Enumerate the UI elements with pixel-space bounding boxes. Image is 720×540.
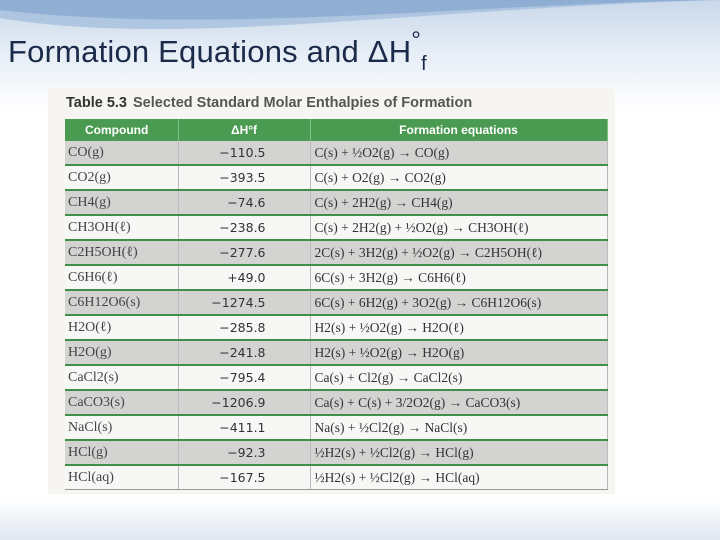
formation-equation-cell: H2(s) + ½O2(g) → H2O(g) — [310, 340, 607, 365]
formation-equation-cell: C(s) + ½O2(g) → CO(g) — [310, 141, 607, 165]
table-row — [65, 340, 607, 365]
table-row — [65, 190, 607, 215]
formation-equation-cell: C(s) + 2H2(g) + ½O2(g) → CH3OH(ℓ) — [310, 215, 607, 240]
delta-h-cell: −110.5 — [178, 141, 310, 165]
delta-h-cell: −795.4 — [178, 365, 310, 390]
formation-equation-cell: C(s) + O2(g) → CO2(g) — [310, 165, 607, 190]
delta-h-cell: −92.3 — [178, 440, 310, 465]
compound-cell: NaCl(s) — [65, 415, 178, 440]
table-row — [65, 215, 607, 240]
table-caption-number: Table 5.3 — [66, 95, 127, 111]
table-row — [65, 265, 607, 290]
table-caption — [66, 95, 472, 111]
delta-h-cell: −1206.9 — [178, 390, 310, 415]
formation-equation-cell: Ca(s) + Cl2(g) → CaCl2(s) — [310, 365, 607, 390]
table-row — [65, 141, 607, 165]
table-row — [65, 290, 607, 315]
formation-equation-cell: H2(s) + ½O2(g) → H2O(ℓ) — [310, 315, 607, 340]
delta-h-cell: −285.8 — [178, 315, 310, 340]
formation-equation-cell: Ca(s) + C(s) + 3/2O2(g) → CaCO3(s) — [310, 390, 607, 415]
delta-h-cell: −277.6 — [178, 240, 310, 265]
table-row — [65, 165, 607, 190]
compound-cell: C2H5OH(ℓ) — [65, 240, 178, 265]
table-row — [65, 365, 607, 390]
formation-equation-cell: 2C(s) + 3H2(g) + ½O2(g) → C2H5OH(ℓ) — [310, 240, 607, 265]
enthalpy-table — [65, 119, 608, 490]
compound-cell: HCl(g) — [65, 440, 178, 465]
compound-cell: H2O(g) — [65, 340, 178, 365]
compound-cell: CO2(g) — [65, 165, 178, 190]
delta-h-cell: −238.6 — [178, 215, 310, 240]
table-row — [65, 240, 607, 265]
delta-h-cell: −167.5 — [178, 465, 310, 490]
compound-cell: HCl(aq) — [65, 465, 178, 490]
slide-title — [8, 27, 427, 75]
slide-title-subscript: f — [421, 53, 427, 75]
compound-cell: H2O(ℓ) — [65, 315, 178, 340]
compound-cell: CH4(g) — [65, 190, 178, 215]
compound-cell: CaCl2(s) — [65, 365, 178, 390]
compound-cell: C6H6(ℓ) — [65, 265, 178, 290]
delta-h-cell: −74.6 — [178, 190, 310, 215]
delta-h-cell: −1274.5 — [178, 290, 310, 315]
slide-title-main: Formation Equations and ΔH — [8, 34, 412, 69]
slide-title-degree: ° — [411, 27, 422, 54]
delta-h-cell: −411.1 — [178, 415, 310, 440]
delta-h-cell: −393.5 — [178, 165, 310, 190]
formation-equation-cell: 6C(s) + 6H2(g) + 3O2(g) → C6H12O6(s) — [310, 290, 607, 315]
table-row — [65, 415, 607, 440]
header-compound: Compound — [65, 119, 178, 141]
header-delta-h: ΔH°f — [178, 119, 310, 141]
slide-footer-background — [0, 500, 720, 540]
formation-equation-cell: C(s) + 2H2(g) → CH4(g) — [310, 190, 607, 215]
table-row — [65, 465, 607, 490]
compound-cell: CaCO3(s) — [65, 390, 178, 415]
header-formation-equations: Formation equations — [310, 119, 607, 141]
formation-equation-cell: ½H2(s) + ½Cl2(g) → HCl(g) — [310, 440, 607, 465]
formation-equation-cell: 6C(s) + 3H2(g) → C6H6(ℓ) — [310, 265, 607, 290]
table-header-row — [65, 119, 607, 141]
table-caption-text: Selected Standard Molar Enthalpies of Formation — [132, 95, 473, 111]
scanned-table-image — [48, 88, 615, 494]
delta-h-cell: +49.0 — [178, 265, 310, 290]
table-body — [65, 141, 607, 490]
table-row — [65, 315, 607, 340]
table-row — [65, 390, 607, 415]
compound-cell: CO(g) — [65, 141, 178, 165]
table-row — [65, 440, 607, 465]
delta-h-cell: −241.8 — [178, 340, 310, 365]
compound-cell: C6H12O6(s) — [65, 290, 178, 315]
formation-equation-cell: Na(s) + ½Cl2(g) → NaCl(s) — [310, 415, 607, 440]
formation-equation-cell: ½H2(s) + ½Cl2(g) → HCl(aq) — [310, 465, 607, 490]
compound-cell: CH3OH(ℓ) — [65, 215, 178, 240]
